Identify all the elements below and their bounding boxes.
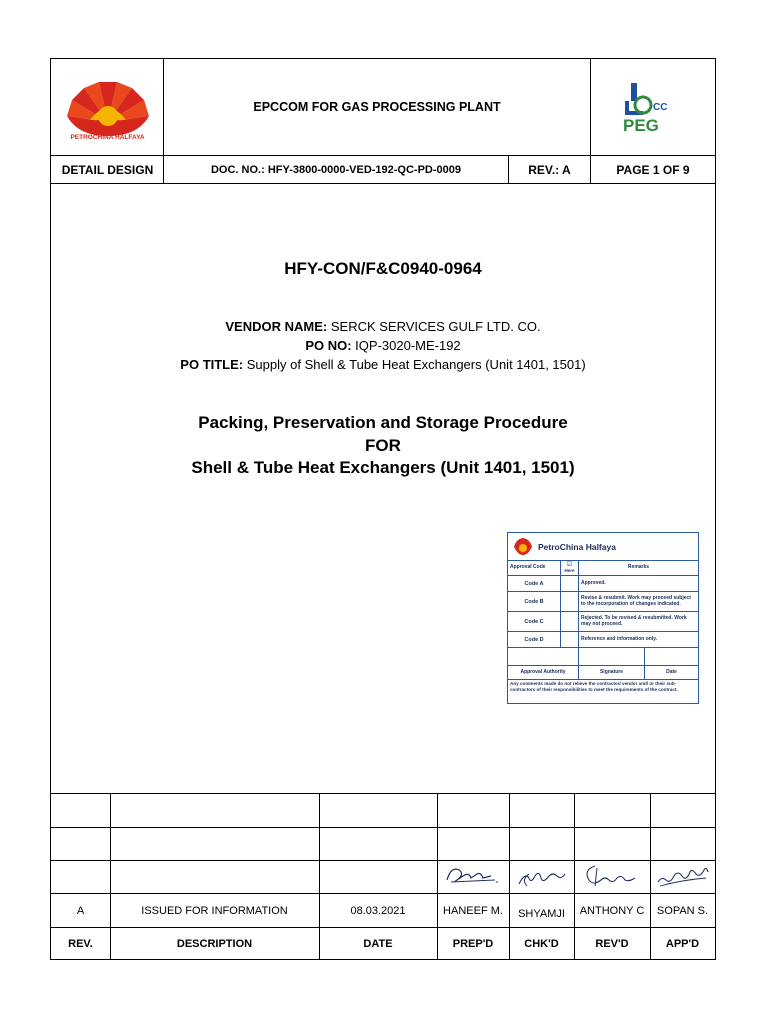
revision-header-rev: REV.	[68, 938, 93, 950]
po-number-line	[51, 338, 715, 353]
contractor-logo-bottom-text: PEG	[623, 116, 659, 135]
signature-appd-icon	[654, 862, 712, 890]
revision-header-row	[51, 928, 715, 960]
vendor-line	[51, 319, 715, 334]
po-title-line	[51, 357, 715, 372]
document-code: HFY-CON/F&C0940-0964	[284, 259, 482, 278]
revision-row	[51, 894, 715, 927]
revision-header-revd: REV'D	[595, 938, 629, 950]
contractor-logo-cell	[591, 59, 715, 155]
document-number: DOC. NO.: HFY-3800-0000-VED-192-QC-PD-0009	[210, 163, 462, 176]
vendor-name-value: SERCK SERVICES GULF LTD. CO.	[327, 319, 541, 334]
document-page	[50, 58, 716, 960]
petrochina-logo-icon	[58, 74, 158, 136]
revision-header-chkd: CHK'D	[524, 938, 559, 950]
stamp-code-d-checkbox[interactable]	[560, 632, 578, 647]
approval-stamp	[507, 532, 699, 704]
main-title-line-1: Packing, Preservation and Storage Procedure	[198, 413, 568, 432]
company-logo-text: PETROCHINA HALFAYA	[70, 133, 145, 141]
revision-row-appd: SOPAN S.	[656, 904, 709, 917]
stamp-code-d-remark: Reference and information only.	[578, 632, 698, 647]
stamp-code-b: Code B	[524, 598, 544, 605]
page-number: PAGE 1 OF 9	[616, 162, 690, 177]
signature-chkd-icon	[513, 862, 571, 890]
vendor-name-label: VENDOR NAME:	[225, 319, 328, 334]
po-title-value: Supply of Shell & Tube Heat Exchangers (Unit 1401, 1501)	[243, 357, 586, 372]
revision-row-date: 08.03.2021	[350, 904, 406, 917]
design-stage: DETAIL DESIGN	[61, 162, 154, 177]
revision-row-revd: ANTHONY C	[579, 904, 645, 917]
stamp-here-header: Here	[564, 567, 575, 573]
main-title-line-3: Shell & Tube Heat Exchangers (Unit 1401, 1501)	[191, 458, 575, 477]
revision-row-rev: A	[76, 904, 85, 917]
stamp-code-c-checkbox[interactable]	[560, 612, 578, 631]
revision-row-prepd: HANEEF M.	[443, 904, 503, 917]
stamp-date-label: Date	[644, 666, 698, 679]
revision-table	[51, 793, 715, 959]
stamp-approval-authority: Approval Authority	[520, 668, 566, 675]
stamp-code-c: Code C	[524, 618, 544, 625]
stamp-approval-code-header: Approval Code	[510, 563, 546, 570]
stamp-code-a-remark: Approved.	[578, 576, 698, 591]
po-number-label: PO NO:	[305, 338, 352, 353]
po-title-label: PO TITLE:	[180, 357, 244, 372]
revision-row-description: ISSUED FOR INFORMATION	[141, 904, 288, 917]
stamp-code-b-remark: Revise & resubmit. Work may proceed subject to the incorporation of changes indicated.	[578, 592, 698, 611]
po-number-value: IQP-3020-ME-192	[351, 338, 461, 353]
revision-row-chkd: SHYAMJI	[518, 907, 565, 920]
revision-header-description: DESCRIPTION	[176, 938, 253, 950]
check-box-icon: ☑	[566, 561, 573, 568]
stamp-code-a: Code A	[524, 580, 544, 587]
stamp-code-c-remark: Rejected. To be revised & resubmitted. Work may not proceed.	[578, 612, 698, 631]
stamp-footer-note: Any comments made do not relieve the contractor/ vendor and/ or their sub-contractors of their responsibilities to meet the requirements of the contract.	[510, 681, 678, 692]
revision-header-date: DATE	[363, 938, 393, 950]
stamp-code-a-checkbox[interactable]	[560, 576, 578, 591]
stamp-code-b-checkbox[interactable]	[560, 592, 578, 611]
document-info-row	[51, 156, 715, 184]
company-logo-cell	[51, 59, 164, 155]
document-header-title: EPCCOM FOR GAS PROCESSING PLANT	[253, 100, 501, 114]
stamp-remarks-header: Remarks	[578, 560, 698, 575]
stamp-signature-label: Signature	[578, 666, 644, 679]
signature-revd-icon	[579, 862, 645, 890]
revision-label: REV.: A	[528, 162, 571, 177]
signature-prepd-icon	[441, 862, 505, 890]
signature-row	[51, 860, 715, 893]
cecc-peg-logo-icon	[613, 79, 693, 135]
petrochina-stamp-logo-icon	[512, 537, 534, 557]
main-title-line-2: FOR	[365, 436, 401, 455]
contractor-logo-top-text: CC	[653, 102, 668, 113]
header-row	[51, 59, 715, 156]
revision-header-prepd: PREP'D	[452, 938, 494, 950]
revision-header-appd: APP'D	[665, 938, 700, 950]
stamp-code-d: Code D	[524, 636, 544, 643]
stamp-title: PetroChina Halfaya	[538, 541, 616, 552]
